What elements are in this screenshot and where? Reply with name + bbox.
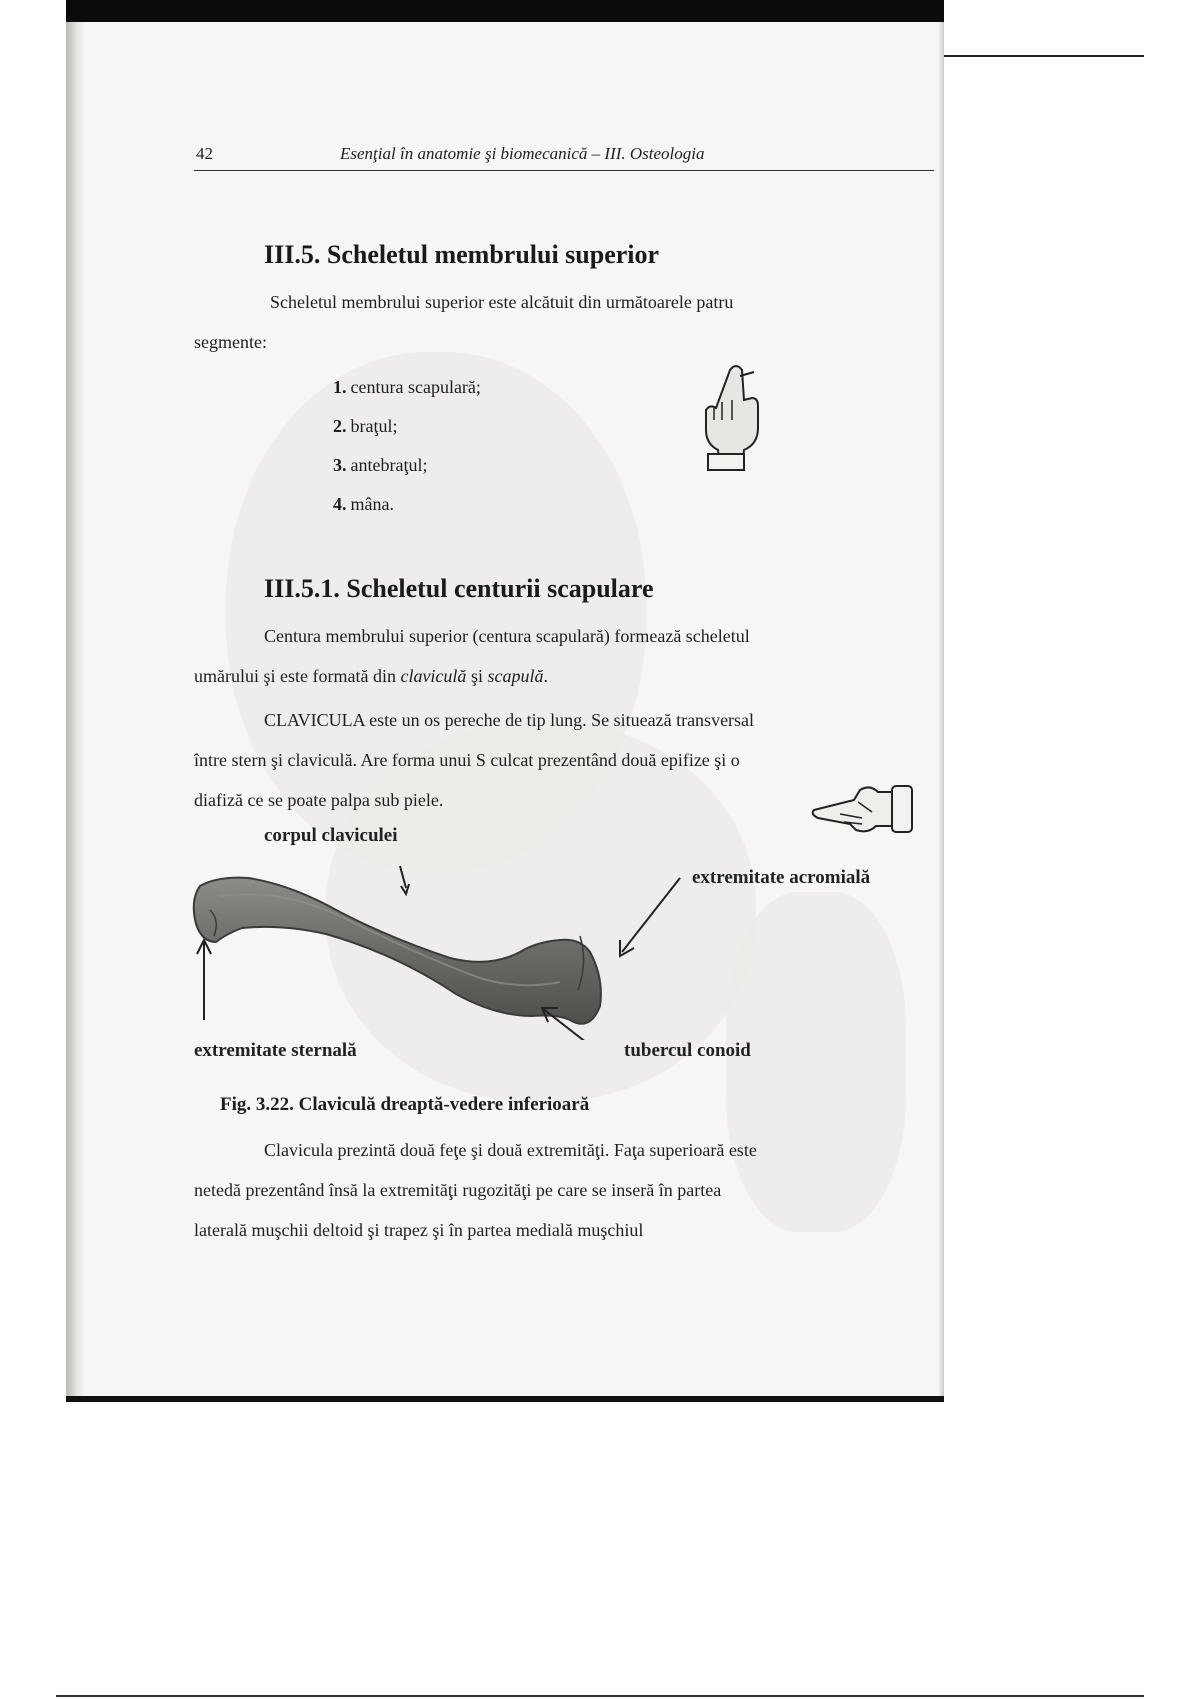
list-item: 4. mâna. [333,494,394,514]
label-clavicle-body: corpul claviculei [264,825,398,846]
bottom-rule [56,1695,1144,1697]
figure-caption: Fig. 3.22. Claviculă dreaptă-vedere inferioară [220,1094,590,1115]
after-figure-line1: Clavicula prezintă două feţe şi două extremităţi. Faţa superioară este [264,1140,757,1160]
clavicle-illustration [180,830,700,1040]
subsection-paragraph-line2: umărului şi este formată din claviculă şi scapulă. [194,666,548,686]
pointing-left-hand-icon [810,780,916,840]
subsection-paragraph-line1: Centura membrului superior (centura scapulară) formează scheletul [264,626,750,646]
section-title: III.5. Scheletul membrului superior [264,240,660,269]
intro-paragraph-line2: segmente: [194,332,267,352]
label-sternal-extremity: extremitate sternală [194,1040,357,1061]
subsection-title: III.5.1. Scheletul centurii scapulare [264,574,654,603]
running-title: Esenţial în anatomie şi biomecanică – III. Osteologia [340,144,705,163]
label-acromial-extremity: extremitate acromială [692,867,871,888]
list-item: 2. braţul; [333,416,398,436]
segments-list [333,368,481,524]
clavicle-paragraph-line1: CLAVICULA este un os pereche de tip lung. Se situează transversal [264,710,755,730]
after-figure-line3: laterală muşchii deltoid şi trapez şi în partea medială muşchiul [194,1220,644,1240]
intro-paragraph-line1: Scheletul membrului superior este alcătuit din următoarele patru [270,292,734,312]
clavicle-paragraph-line3: diafiză ce se poate palpa sub piele. [194,790,444,810]
clavicle-paragraph-line2: între stern şi claviculă. Are forma unui S culcat prezentând două epifize şi o [194,750,740,770]
page-edge-shadow [938,22,944,1402]
page-header [194,140,934,171]
list-item: 3. antebraţul; [333,455,428,475]
page-bottom-edge [66,1396,944,1402]
adjacent-page-rule [944,55,1144,57]
after-figure-line2: netedă prezentând însă la extremităţi rugozităţi pe care se inseră în partea [194,1180,722,1200]
list-item: 1. centura scapulară; [333,377,481,397]
book-gutter-shadow [66,22,86,1402]
pointing-up-hand-icon [700,362,770,474]
label-conoid-tubercle: tubercul conoid [624,1040,751,1061]
page-number: 42 [196,144,213,163]
